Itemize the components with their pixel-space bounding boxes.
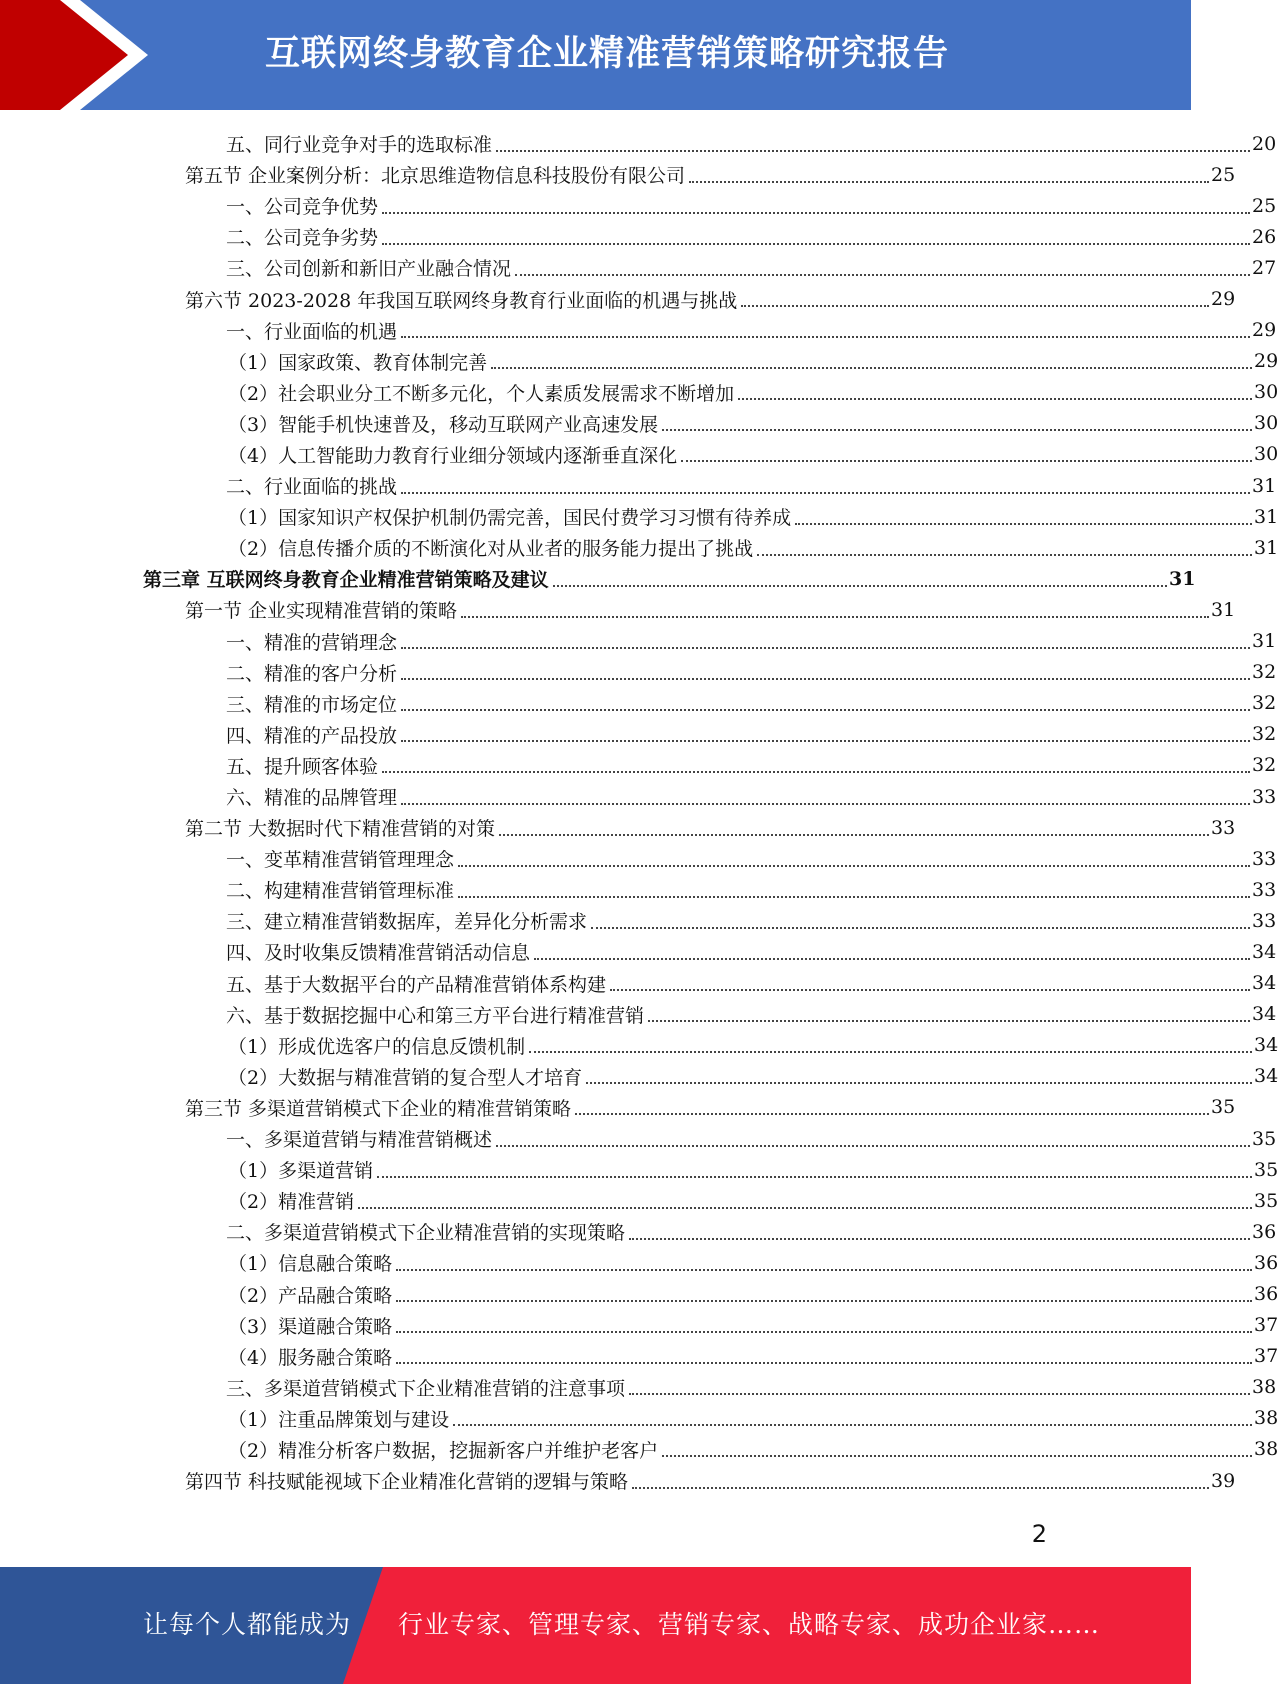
toc-entry-page: 34 (1254, 1034, 1278, 1057)
page-number: 2 (1031, 1520, 1047, 1548)
toc-entry-label: 三、公司创新和新旧产业融合情况 (226, 258, 512, 281)
toc-entry-page: 33 (1252, 878, 1277, 901)
toc-entry-page: 36 (1254, 1251, 1278, 1274)
toc-entry-label: （1）信息融合策略 (228, 1253, 393, 1276)
toc-item-row[interactable] (0, 843, 1277, 874)
toc-entry-page: 31 (1254, 536, 1278, 559)
toc-item-row[interactable] (0, 346, 1276, 377)
toc-entry-page: 29 (1211, 288, 1236, 311)
toc-entry-label: 五、提升顾客体验 (226, 755, 379, 778)
toc-item-row[interactable] (0, 190, 1277, 221)
toc-dot-leader (553, 585, 1167, 587)
toc-item-row[interactable] (0, 532, 1276, 563)
toc-item-row[interactable] (0, 750, 1277, 781)
toc-entry-page: 32 (1252, 692, 1277, 715)
toc-dot-leader (453, 1424, 1252, 1426)
header-red-chevron (0, 0, 130, 110)
toc-entry-page: 29 (1252, 319, 1277, 342)
toc-entry-label: 一、精准的营销理念 (226, 631, 398, 654)
toc-entry-label: 一、公司竞争优势 (226, 196, 379, 219)
toc-entry-label: 六、基于数据挖掘中心和第三方平台进行精准营销 (226, 1004, 645, 1027)
toc-dot-leader (629, 1238, 1250, 1240)
toc-item-row[interactable] (0, 1061, 1276, 1092)
toc-entry-page: 31 (1211, 598, 1236, 621)
toc-section-row[interactable] (0, 812, 1236, 843)
toc-entry-label: 第二节 大数据时代下精准营销的对策 (185, 818, 496, 841)
toc-dot-leader (401, 678, 1250, 680)
toc-entry-page: 30 (1254, 381, 1278, 404)
toc-item-row[interactable] (0, 719, 1277, 750)
toc-section-row[interactable] (0, 283, 1236, 314)
toc-entry-page: 31 (1254, 505, 1278, 528)
toc-item-row[interactable] (0, 128, 1277, 159)
toc-entry-label: 第三章 互联网终身教育企业精准营销策略及建议 (143, 569, 549, 592)
toc-entry-page: 29 (1254, 350, 1278, 373)
toc-entry-page: 34 (1252, 1003, 1277, 1026)
toc-entry-page: 38 (1252, 1376, 1277, 1399)
toc-dot-leader (741, 305, 1209, 307)
toc-item-row[interactable] (0, 470, 1277, 501)
toc-dot-leader (757, 554, 1252, 556)
toc-item-row[interactable] (0, 999, 1277, 1030)
toc-dot-leader (629, 1393, 1250, 1395)
toc-entry-page: 34 (1254, 1065, 1278, 1088)
toc-entry-label: 第一节 企业实现精准营销的策略 (185, 600, 458, 623)
toc-entry-label: （1）国家政策、教育体制完善 (228, 351, 488, 374)
toc-dot-leader (377, 1176, 1252, 1178)
toc-dot-leader (401, 709, 1250, 711)
toc-entry-label: （2）信息传播介质的不断演化对从业者的服务能力提出了挑战 (228, 538, 754, 561)
toc-entry-page: 31 (1169, 567, 1196, 590)
toc-entry-page: 32 (1252, 661, 1277, 684)
toc-entry-page: 37 (1254, 1345, 1278, 1368)
toc-entry-page: 35 (1254, 1158, 1278, 1181)
toc-item-row[interactable] (0, 1278, 1276, 1309)
toc-entry-page: 31 (1252, 630, 1277, 653)
toc-dot-leader (401, 803, 1250, 805)
toc-dot-leader (648, 1020, 1250, 1022)
toc-dot-leader (396, 1300, 1252, 1302)
toc-dot-leader (491, 367, 1252, 369)
toc-dot-leader (396, 1331, 1252, 1333)
toc-entry-label: 一、行业面临的机遇 (226, 320, 398, 343)
toc-dot-leader (396, 1362, 1252, 1364)
toc-entry-label: （3）渠道融合策略 (228, 1315, 393, 1338)
toc-dot-leader (662, 429, 1252, 431)
toc-dot-leader (591, 927, 1250, 929)
toc-entry-page: 35 (1252, 1127, 1277, 1150)
toc-entry-label: 第六节 2023-2028 年我国互联网终身教育行业面临的机遇与挑战 (185, 289, 738, 312)
toc-entry-page: 32 (1252, 754, 1277, 777)
toc-entry-label: （4）服务融合策略 (228, 1346, 393, 1369)
toc-entry-label: 四、及时收集反馈精准营销活动信息 (226, 942, 531, 965)
toc-entry-page: 34 (1252, 972, 1277, 995)
toc-item-row[interactable] (0, 1154, 1276, 1185)
toc-item-row[interactable] (0, 1372, 1277, 1403)
toc-item-row[interactable] (0, 1185, 1276, 1216)
toc-dot-leader (738, 398, 1252, 400)
report-title: 互联网终身教育企业精准营销策略研究报告 (265, 34, 950, 74)
toc-dot-leader (382, 243, 1250, 245)
footer-slogan-left: 让每个人都能成为 (143, 1610, 352, 1639)
toc-entry-page: 39 (1211, 1469, 1236, 1492)
toc-dot-leader (689, 181, 1209, 183)
toc-dot-leader (499, 834, 1209, 836)
toc-entry-label: 一、变革精准营销管理理念 (226, 849, 455, 872)
toc-dot-leader (534, 958, 1250, 960)
toc-item-row[interactable] (0, 657, 1277, 688)
toc-entry-label: 二、公司竞争劣势 (226, 227, 379, 250)
toc-entry-label: 四、精准的产品投放 (226, 724, 398, 747)
toc-entry-page: 35 (1254, 1189, 1278, 1212)
toc-dot-leader (358, 1207, 1252, 1209)
toc-entry-page: 25 (1211, 163, 1236, 186)
toc-dot-leader (496, 150, 1250, 152)
toc-dot-leader (632, 1487, 1209, 1489)
toc-entry-label: 五、同行业竞争对手的选取标准 (226, 134, 493, 157)
toc-item-row[interactable] (0, 1030, 1276, 1061)
toc-item-row[interactable] (0, 315, 1277, 346)
toc-entry-label: 二、精准的客户分析 (226, 662, 398, 685)
toc-entry-page: 27 (1252, 256, 1277, 279)
toc-entry-label: 第五节 企业案例分析：北京思维造物信息科技股份有限公司 (185, 165, 686, 188)
toc-entry-label: 第四节 科技赋能视域下企业精准化营销的逻辑与策略 (185, 1471, 629, 1494)
toc-item-row[interactable] (0, 968, 1277, 999)
toc-item-row[interactable] (0, 905, 1277, 936)
toc-entry-label: （2）精准营销 (228, 1191, 355, 1214)
toc-item-row[interactable] (0, 781, 1277, 812)
toc-entry-label: 一、多渠道营销与精准营销概述 (226, 1129, 493, 1152)
toc-item-row[interactable] (0, 936, 1277, 967)
toc-entry-label: （2）大数据与精准营销的复合型人才培育 (228, 1066, 583, 1089)
toc-entry-page: 37 (1254, 1314, 1278, 1337)
toc-entry-label: 三、精准的市场定位 (226, 693, 398, 716)
toc-dot-leader (382, 212, 1250, 214)
toc-entry-label: （1）国家知识产权保护机制仍需完善，国民付费学习习惯有待养成 (228, 507, 792, 530)
toc-item-row[interactable] (0, 221, 1277, 252)
toc-entry-page: 26 (1252, 225, 1277, 248)
toc-entry-page: 20 (1252, 132, 1277, 155)
toc-entry-label: 五、基于大数据平台的产品精准营销体系构建 (226, 973, 607, 996)
toc-entry-page: 31 (1252, 474, 1277, 497)
toc-entry-label: （1）多渠道营销 (228, 1160, 374, 1183)
toc-section-row[interactable] (0, 1092, 1236, 1123)
toc-entry-label: （1）形成优选客户的信息反馈机制 (228, 1035, 526, 1058)
toc-item-row[interactable] (0, 874, 1277, 905)
page-header (0, 0, 1191, 110)
toc-item-row[interactable] (0, 1403, 1276, 1434)
toc-entry-page: 38 (1254, 1438, 1278, 1461)
toc-section-row[interactable] (0, 1465, 1236, 1496)
toc-entry-label: （2）精准分析客户数据，挖掘新客户并维护老客户 (228, 1439, 659, 1462)
toc-dot-leader (458, 865, 1250, 867)
toc-chapter-row[interactable] (0, 563, 1196, 594)
page-footer (0, 1567, 1191, 1684)
toc-item-row[interactable] (0, 1341, 1276, 1372)
toc-entry-page: 30 (1254, 412, 1278, 435)
toc-entry-label: 三、多渠道营销模式下企业精准营销的注意事项 (226, 1377, 626, 1400)
toc-entry-page: 32 (1252, 723, 1277, 746)
toc-dot-leader (382, 771, 1250, 773)
toc-dot-leader (401, 647, 1250, 649)
toc-entry-page: 34 (1252, 940, 1277, 963)
toc-entry-label: 二、构建精准营销管理标准 (226, 880, 455, 903)
toc-entry-label: 六、精准的品牌管理 (226, 787, 398, 810)
toc-item-row[interactable] (0, 408, 1276, 439)
toc-entry-page: 30 (1254, 443, 1278, 466)
toc-entry-label: 二、多渠道营销模式下企业精准营销的实现策略 (226, 1222, 626, 1245)
toc-dot-leader (529, 1051, 1252, 1053)
footer-slogan-right: 行业专家、管理专家、营销专家、战略专家、成功企业家…… (398, 1610, 1101, 1639)
toc-item-row[interactable] (0, 252, 1277, 283)
toc-entry-label: （3）智能手机快速普及，移动互联网产业高速发展 (228, 413, 659, 436)
toc-dot-leader (515, 274, 1250, 276)
toc-entry-label: （1）注重品牌策划与建设 (228, 1408, 450, 1431)
toc-item-row[interactable] (0, 1216, 1277, 1247)
toc-dot-leader (681, 460, 1252, 462)
toc-entry-page: 38 (1254, 1407, 1278, 1430)
table-of-contents (0, 128, 1278, 1496)
toc-dot-leader (458, 896, 1250, 898)
toc-dot-leader (401, 336, 1250, 338)
toc-entry-page: 33 (1211, 816, 1236, 839)
toc-section-row[interactable] (0, 159, 1236, 190)
toc-item-row[interactable] (0, 1434, 1276, 1465)
toc-entry-label: （2）社会职业分工不断多元化，个人素质发展需求不断增加 (228, 382, 735, 405)
toc-dot-leader (461, 616, 1209, 618)
toc-entry-page: 33 (1252, 847, 1277, 870)
toc-item-row[interactable] (0, 1123, 1277, 1154)
toc-entry-page: 33 (1252, 785, 1277, 808)
toc-dot-leader (396, 1269, 1252, 1271)
toc-dot-leader (586, 1082, 1252, 1084)
toc-section-row[interactable] (0, 594, 1236, 625)
toc-entry-page: 33 (1252, 909, 1277, 932)
toc-item-row[interactable] (0, 501, 1276, 532)
toc-dot-leader (496, 1145, 1250, 1147)
toc-item-row[interactable] (0, 439, 1276, 470)
toc-entry-label: 三、建立精准营销数据库，差异化分析需求 (226, 911, 588, 934)
toc-entry-label: 二、行业面临的挑战 (226, 476, 398, 499)
toc-item-row[interactable] (0, 688, 1277, 719)
toc-entry-label: （2）产品融合策略 (228, 1284, 393, 1307)
toc-item-row[interactable] (0, 377, 1276, 408)
toc-dot-leader (401, 740, 1250, 742)
toc-dot-leader (575, 1113, 1209, 1115)
toc-entry-page: 36 (1254, 1283, 1278, 1306)
toc-entry-page: 36 (1252, 1220, 1277, 1243)
toc-entry-page: 25 (1252, 194, 1277, 217)
toc-dot-leader (401, 492, 1250, 494)
toc-dot-leader (610, 989, 1250, 991)
toc-dot-leader (662, 1455, 1252, 1457)
toc-entry-label: （4）人工智能助力教育行业细分领域内逐渐垂直深化 (228, 444, 678, 467)
toc-entry-label: 第三节 多渠道营销模式下企业的精准营销策略 (185, 1097, 572, 1120)
toc-dot-leader (795, 523, 1252, 525)
toc-item-row[interactable] (0, 626, 1277, 657)
toc-entry-page: 35 (1211, 1096, 1236, 1119)
toc-item-row[interactable] (0, 1310, 1276, 1341)
toc-item-row[interactable] (0, 1247, 1276, 1278)
